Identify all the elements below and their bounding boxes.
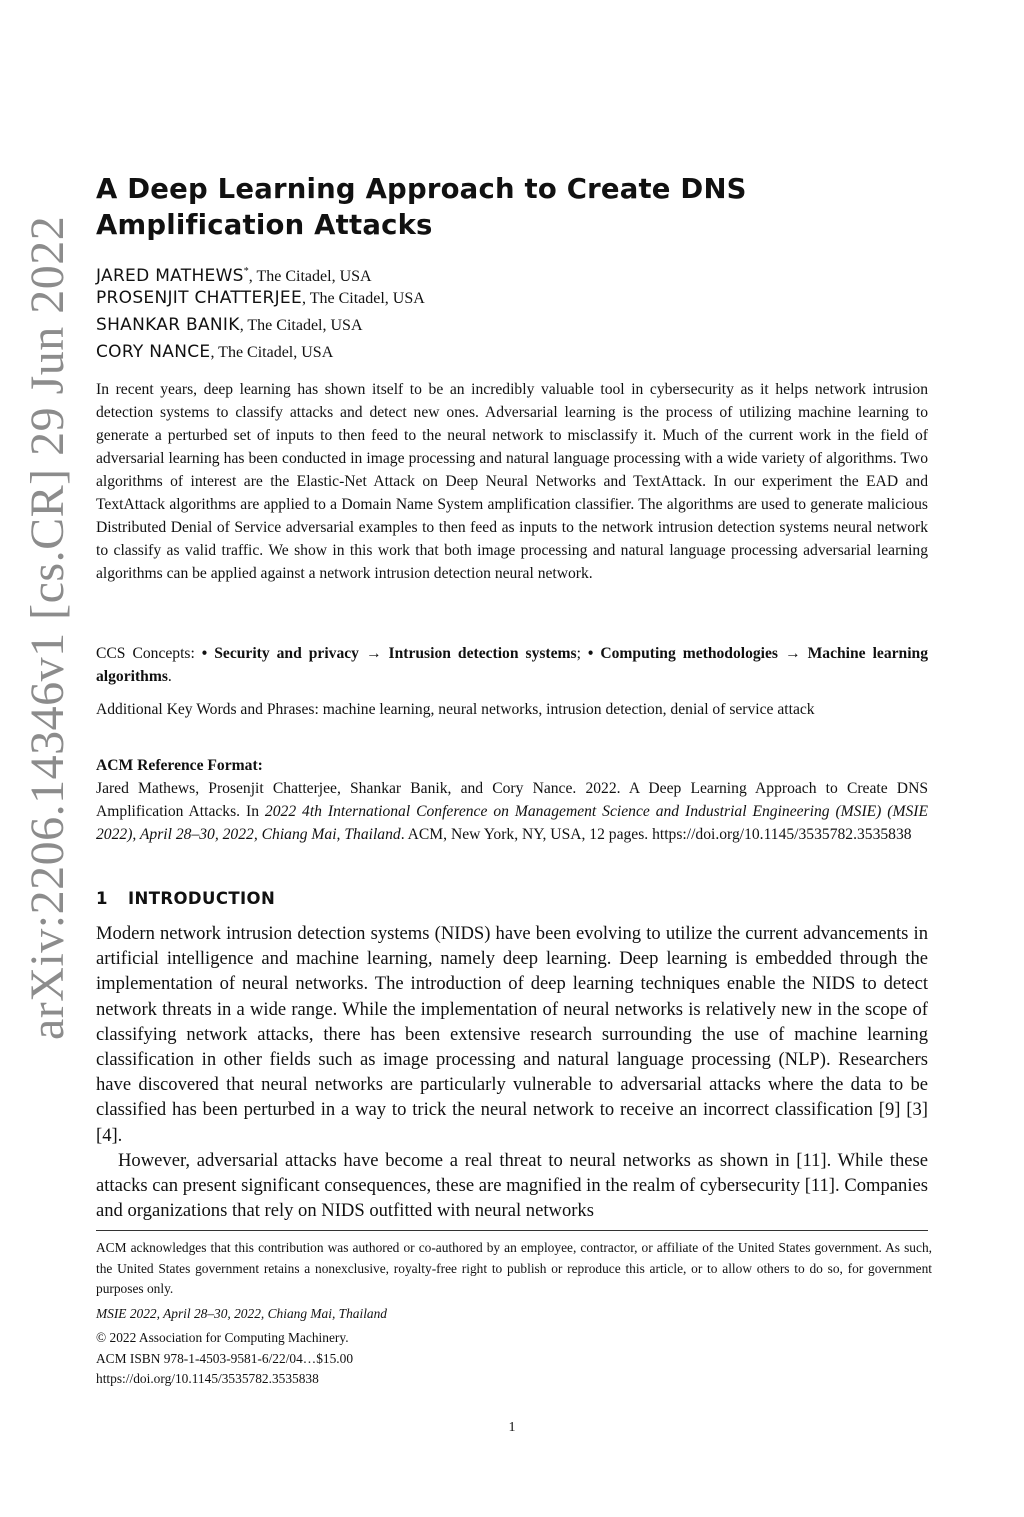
author-entry <box>96 285 896 312</box>
footnote <box>96 1238 932 1390</box>
ccs-concepts <box>96 642 928 688</box>
government-notice: ACM acknowledges that this contribution was authored or co-authored by an employee, contractor, or affiliate of the United States government. As such, the United States government retains a nonexclusive, royalty-free right to publish or reproduce this article, or to allow others to do so, for government purposes only. <box>96 1240 932 1296</box>
conference-line: MSIE 2022, April 28–30, 2022, Chiang Mai, Thailand <box>96 1305 388 1321</box>
author-entry <box>96 258 896 285</box>
arxiv-identifier-stamp: arXiv:2206.14346v1 [cs.CR] 29 Jun 2022 <box>21 215 74 1040</box>
body-paragraph: Modern network intrusion detection systems (NIDS) have been evolving to utilize the current advancements in artificial intelligence and machine learning, namely deep learning. Deep learning is embedded through the implementation of neural networks. The introduction of deep learning techniques enable the NIDS to detect network threats in a wide range. While the implementation of neural networks is relatively new in the scope of classifying network attacks, there has been extensive research surrounding the use of machine learning classification in other fields such as image processing and natural language processing (NLP). Researchers have discovered that neural networks are particularly vulnerable to adversarial attacks where the data to be classified has been perturbed in a way to trick the neural network to receive an incorrect classification [9] [3] [4]. <box>96 923 928 1146</box>
author-name: SHANKAR BANIK <box>96 315 240 335</box>
section-title: INTRODUCTION <box>128 889 276 908</box>
author-list <box>96 258 896 366</box>
abstract <box>96 378 928 585</box>
ccs-category-security: • Security and privacy <box>201 645 359 662</box>
footnote-divider <box>96 1230 928 1231</box>
author-entry <box>96 339 896 366</box>
author-affiliation: , The Citadel, USA <box>210 344 334 361</box>
ccs-concept-machine-learning: Machine learning algorithms <box>96 645 929 685</box>
ccs-category-computing: • Computing methodologies <box>587 645 779 662</box>
body-paragraph: However, adversarial attacks have become a real threat to neural networks as shown in [11]. While these attacks can present significant consequences, these are magnified in the realm of cybersecurity [11]. Companies and organizations that rely on NIDS outfitted with neural networks <box>96 1149 928 1222</box>
author-entry <box>96 312 896 339</box>
isbn-line: ACM ISBN 978-1-4503-9581-6/22/04…$15.00 <box>96 1350 354 1366</box>
author-affiliation: , The Citadel, USA <box>239 317 363 334</box>
copyright-line: © 2022 Association for Computing Machinery. <box>96 1330 349 1345</box>
ccs-prefix: CCS Concepts: <box>96 645 202 662</box>
acm-reference-heading: ACM Reference Format: <box>96 757 263 774</box>
paper-title: A Deep Learning Approach to Create DNS Amplification Attacks <box>96 173 747 241</box>
ccs-arrow: → <box>778 645 808 662</box>
acm-reference-text: Jared Mathews, Prosenjit Chatterjee, Shankar Banik, and Cory Nance. 2022. A Deep Learning Approach to Create DNS Amplification Attacks. In <box>96 780 928 820</box>
author-name: JARED MATHEWS <box>96 266 244 286</box>
author-footnote-mark: * <box>243 266 249 277</box>
author-name: PROSENJIT CHATTERJEE <box>96 288 302 308</box>
acm-reference-venue: 2022 4th International Conference on Management Science and Industrial Engineering (MSIE) (MSIE 2022), April 28–30, 2022, Chiang Mai, Thailand <box>96 803 928 843</box>
author-affiliation: , The Citadel, USA <box>248 268 372 285</box>
acm-reference-details: . ACM, New York, NY, USA, 12 pages. https://doi.org/10.1145/3535782.3535838 <box>400 826 912 843</box>
ccs-concept-intrusion-detection: Intrusion detection systems <box>388 645 577 662</box>
keywords: Additional Key Words and Phrases: machine learning, neural networks, intrusion detection, denial of service attack <box>96 701 815 718</box>
author-name: CORY NANCE <box>96 342 211 362</box>
introduction-body <box>96 921 928 1223</box>
ccs-end: . <box>167 668 172 685</box>
abstract-text: In recent years, deep learning has shown itself to be an incredibly valuable tool in cybersecurity as it helps network intrusion detection systems to classify attacks and detect new ones. Adversarial learning is the process of utilizing machine learning to generate a perturbed set of inputs to then feed to the neural network to misclassify it. Much of the current work in the field of adversarial learning has been conducted in image processing and natural language processing with a wide variety of algorithms. Two algorithms of interest are the Elastic-Net Attack on Deep Neural Networks and TextAttack. In our experiment the EAD and TextAttack algorithms are applied to a Domain Name System amplification classifier. The algorithms are used to generate malicious Distributed Denial of Service adversarial examples to then feed as inputs to the network intrusion detection systems neural network to classify as valid traffic. We show in this work that both image processing and natural language processing adversarial learning algorithms can be applied against a network intrusion detection neural network. <box>96 381 928 582</box>
ccs-arrow: → <box>358 645 389 662</box>
ccs-separator: ; <box>576 645 588 662</box>
author-affiliation: , The Citadel, USA <box>302 290 425 307</box>
section-number: 1 <box>96 889 108 908</box>
doi-line: https://doi.org/10.1145/3535782.3535838 <box>96 1371 319 1386</box>
section-heading <box>96 889 275 908</box>
acm-reference <box>96 777 928 846</box>
page-number: 1 <box>508 1420 516 1435</box>
